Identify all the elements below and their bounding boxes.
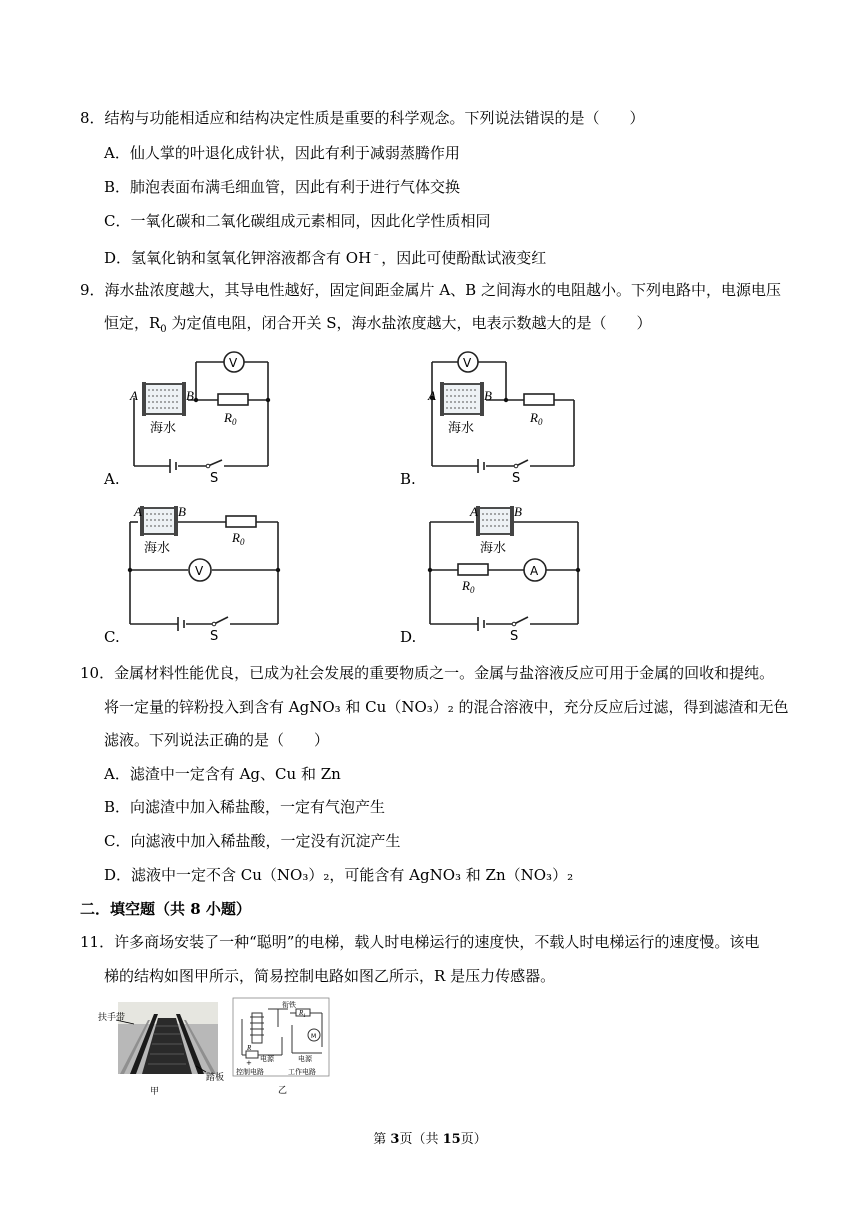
svg-text:S: S: [210, 629, 219, 644]
svg-text:乙: 乙: [278, 1086, 288, 1096]
circuit-diagram-a: [120, 346, 280, 486]
question-11-line1: 11．许多商场安装了一种“聪明”的电梯，载人时电梯运行的速度快，不载人时电梯运行的速度慢。该电: [80, 933, 760, 951]
svg-text:R0: $R_0$: [224, 410, 237, 427]
svg-text:海水: 海水: [448, 421, 475, 436]
q9-label-c: C.: [104, 628, 120, 646]
svg-text:S: S: [512, 471, 521, 486]
svg-text:B: B: [186, 388, 194, 403]
svg-text:B: B: [484, 388, 492, 403]
svg-text:工作电路: 工作电路: [288, 1068, 316, 1076]
svg-text:海水: 海水: [144, 541, 171, 556]
q8-option-a: A．仙人掌的叶退化成针状，因此有利于减弱蒸腾作用: [104, 144, 460, 162]
svg-text:V: V: [229, 356, 238, 370]
svg-text:衔铁: 衔铁: [282, 1001, 296, 1009]
svg-text:A: A: [130, 388, 138, 403]
svg-text:A: A: [134, 504, 142, 519]
question-11-line2: 梯的结构如图甲所示，简易控制电路如图乙所示，R 是压力传感器。: [104, 967, 556, 985]
question-9-line1: 9．海水盐浓度越大，其导电性越好，固定间距金属片 A、B 之间海水的电阻越小。下列电路中，电源电压: [80, 281, 781, 299]
question-10-line1: 10．金属材料性能优良，已成为社会发展的重要物质之一。金属与盐溶液反应可用于金属的回收和提纯。: [80, 664, 775, 682]
svg-text:踏板: 踏板: [206, 1073, 225, 1083]
q8-option-c: C．一氧化碳和二氧化碳组成元素相同，因此化学性质相同: [104, 212, 491, 230]
svg-text:R0: $R_0$: [530, 410, 543, 427]
svg-text:M: M: [311, 1033, 317, 1040]
page-footer: 第 3页（共 15页）: [373, 1132, 487, 1147]
question-10-line3: 滤液。下列说法正确的是（ ）: [104, 731, 330, 749]
svg-text:电源: 电源: [298, 1055, 312, 1063]
question-10-line2: 将一定量的锌粉投入到含有 AgNO₃ 和 Cu（NO₃）₂ 的混合溶液中，充分反应后过滤，得到滤渣和无色: [104, 698, 789, 716]
svg-text:V: V: [463, 356, 472, 370]
svg-text:海水: 海水: [480, 541, 507, 556]
svg-text:B: B: [178, 504, 186, 519]
q10-option-b: B．向滤渣中加入稀盐酸，一定有气泡产生: [104, 798, 386, 816]
circuit-diagram-c: [120, 500, 290, 648]
q10-option-a: A．滤渣中一定含有 Ag、Cu 和 Zn: [104, 765, 341, 783]
question-9-line2: 恒定，$R_0$ 为定值电阻，闭合开关 S，海水盐浓度越大，电表示数越大的是（ ）: [104, 314, 652, 335]
section-heading: 二．填空题（共 8 小题）: [80, 900, 251, 918]
svg-text:R: R: [247, 1044, 252, 1052]
svg-text:海水: 海水: [150, 421, 177, 436]
svg-text:控制电路: 控制电路: [236, 1068, 264, 1076]
circuit-diagram-d: [420, 500, 590, 648]
q9-label-b: B.: [400, 470, 416, 488]
svg-text:扶手带: 扶手带: [98, 1013, 126, 1023]
svg-text:A: A: [530, 564, 539, 578]
svg-text:R0: $R_0$: [232, 530, 245, 547]
question-8-stem: 8．结构与功能相适应和结构决定性质是重要的科学观念。下列说法错误的是（ ）: [80, 109, 645, 127]
svg-text:R1: $R_1$: [299, 1009, 306, 1019]
q9-label-a: A.: [104, 470, 120, 488]
q10-option-d: D．滤液中一定不含 Cu（NO₃）₂，可能含有 AgNO₃ 和 Zn（NO₃）₂: [104, 866, 574, 884]
svg-text:R0: $R_0$: [462, 578, 475, 595]
escalator-photo: [96, 1000, 232, 1100]
svg-text:S: S: [510, 629, 519, 644]
q8-option-b: B．肺泡表面布满毛细血管，因此有利于进行气体交换: [104, 178, 461, 196]
svg-text:B: B: [514, 504, 522, 519]
svg-text:S: S: [210, 471, 219, 486]
svg-text:电源: 电源: [260, 1055, 274, 1063]
circuit-diagram-b: [418, 346, 588, 486]
svg-text:V: V: [195, 564, 204, 578]
q8-option-d: D．氢氧化钠和氢氧化钾溶液都含有 OH﹣，因此可使酚酞试液变红: [104, 249, 547, 267]
q9-label-d: D.: [400, 628, 417, 646]
svg-text:甲: 甲: [150, 1087, 160, 1096]
svg-text:A: A: [428, 388, 436, 403]
control-circuit-figure: [232, 997, 332, 1101]
svg-text:A: A: [470, 504, 478, 519]
svg-text:+: +: [246, 1059, 252, 1067]
q10-option-c: C．向滤液中加入稀盐酸，一定没有沉淀产生: [104, 832, 401, 850]
